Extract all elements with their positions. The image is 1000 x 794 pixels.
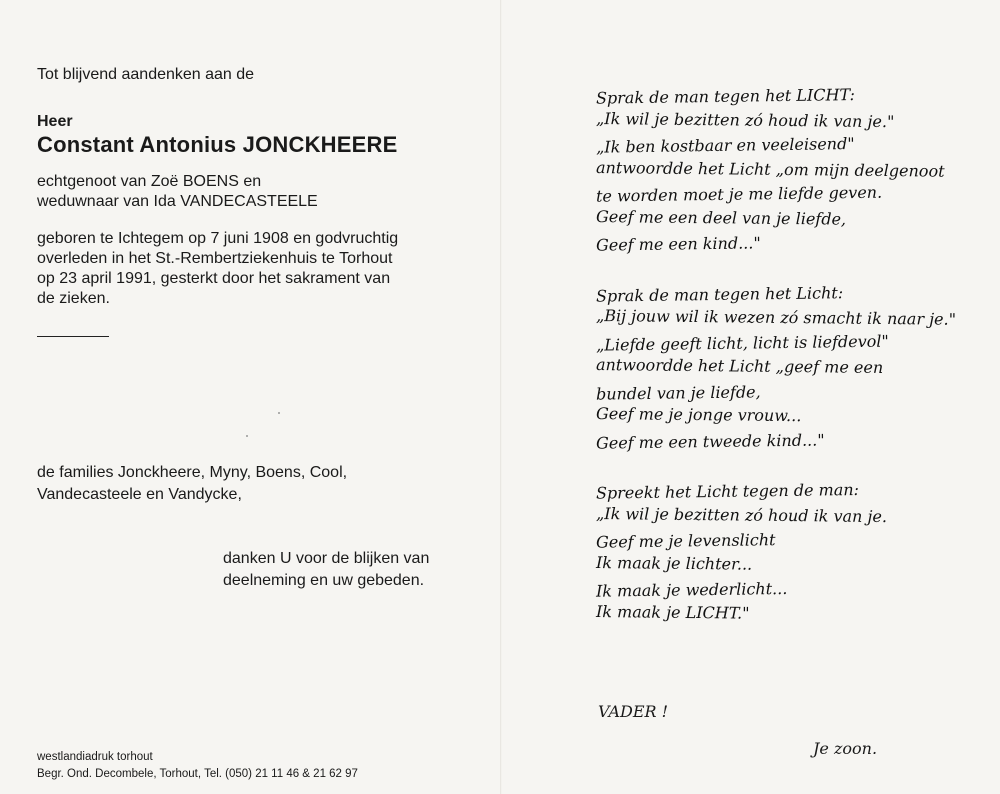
salutation: Heer (37, 113, 73, 130)
divider-rule (37, 336, 109, 337)
families-text (37, 462, 457, 506)
poem-line: Ik maak je wederlicht... (595, 578, 788, 601)
deceased-name: Constant Antonius JONCKHEERE (37, 132, 398, 157)
spouse-line: echtgenoot van Zoë BOENS en (37, 173, 262, 190)
poem-stanza-3 (596, 479, 976, 626)
thanks-line: deelneming en uw gebeden. (223, 572, 425, 589)
date-line: de zieken. (37, 290, 110, 307)
poem-line: „Ik wil je bezitten zó houd ik van je. (595, 503, 888, 526)
paper-speck (246, 435, 248, 437)
printer-info (37, 749, 358, 783)
poem-line: Ik maak je lichter... (595, 552, 753, 574)
poem-stanza-2 (596, 282, 976, 454)
poem-line: bundel van je liefde, (595, 381, 761, 404)
date-line: geboren te Ichtegem op 7 juni 1908 en godvruchtig (37, 230, 399, 247)
printer-line: Begr. Ond. Decombele, Torhout, Tel. (050) 21 11 46 & 21 62 97 (37, 768, 358, 780)
card-fold-line (500, 0, 502, 794)
poem-line: Geef me een deel van je liefde, (595, 206, 847, 229)
poem-line: „Bij jouw wil ik wezen zó smacht ik naar je." (595, 306, 957, 329)
poem-line: Sprak de man tegen het Licht: (595, 282, 844, 306)
families-line: Vandecasteele en Vandycke, (37, 486, 242, 503)
spouse-line: weduwnaar van Ida VANDECASTEELE (37, 193, 318, 210)
paper-speck (278, 412, 280, 414)
poem-line: te worden moet je me liefde geven. (595, 182, 883, 206)
spouse-info (37, 172, 318, 212)
thanks-line: danken U voor de blijken van (223, 550, 430, 567)
poem-closing: VADER ! (598, 702, 669, 721)
poem-line: Geef me een kind..." (595, 233, 761, 255)
poem-line: Spreekt het Licht tegen de man: (595, 479, 860, 503)
poem-line: Geef me je levenslicht (595, 530, 776, 552)
poem-line: Geef me je jonge vrouw... (595, 404, 802, 426)
poem-line: antwoordde het Licht „geef me een (595, 355, 884, 378)
date-line: overleden in het St.-Rembertziekenhuis te Torhout (37, 250, 393, 267)
poem-line: „Liefde geeft licht, licht is liefdevol" (595, 331, 889, 355)
families-line: de families Jonckheere, Myny, Boens, Cool, (37, 464, 348, 481)
handwritten-poem (596, 84, 976, 652)
poem-signature: Je zoon. (813, 739, 878, 758)
poem-line: Sprak de man tegen het LICHT: (595, 85, 856, 108)
poem-stanza-1 (596, 84, 976, 256)
printer-line: westlandiadruk torhout (37, 751, 153, 763)
poem-line: „Ik wil je bezitten zó houd ik van je." (595, 108, 895, 131)
poem-line: antwoordde het Licht „om mijn deelgenoot (595, 157, 945, 181)
poem-line: Geef me een tweede kind..." (595, 429, 825, 453)
poem-line: Ik maak je LICHT." (595, 601, 750, 623)
thanks-text (223, 548, 483, 592)
poem-line: „Ik ben kostbaar en veeleisend" (595, 134, 855, 157)
birth-death-info (37, 229, 457, 309)
date-line: op 23 april 1991, gesterkt door het sakrament van (37, 270, 391, 287)
intro-text: Tot blijvend aandenken aan de (37, 66, 255, 83)
